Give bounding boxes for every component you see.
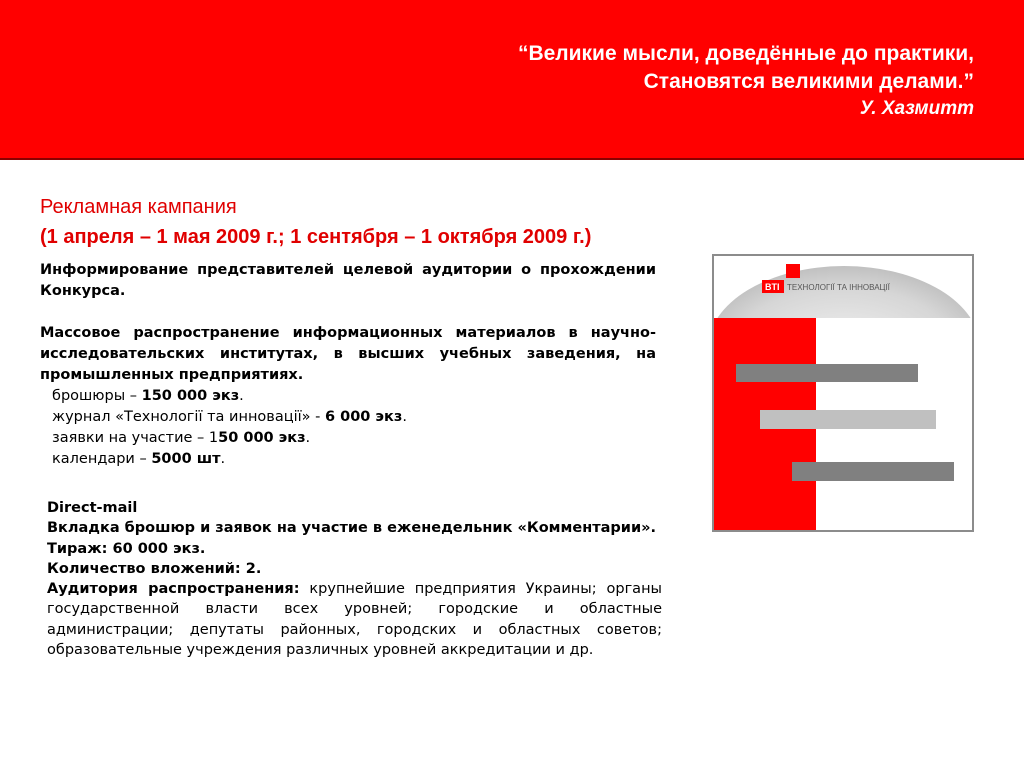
bar-3 (792, 462, 954, 481)
audience-text: крупнейшие предприятия Украины; органы государственной власти всех уровней; городские и областные администрации; депутаты районных, городских и областных советов; образовательные учреждения различных уровней аккредитации и др. (47, 581, 662, 659)
direct-mail-audience (47, 579, 662, 660)
info-block (40, 260, 656, 470)
direct-mail-insert: Вкладка брошюр и заявок на участие в еженедельник «Комментарии». (47, 520, 656, 537)
direct-mail-circulation: Тираж: 60 000 экз. (47, 540, 206, 557)
materials-list (40, 386, 656, 470)
quote-line-2: Становятся великими делами.” (643, 70, 974, 93)
title-dates: (1 апреля – 1 мая 2009 г.; 1 сентября – 1 октября 2009 г.) (40, 226, 592, 248)
quote (518, 40, 974, 122)
bar-1 (736, 364, 918, 382)
brochure-illustration (712, 254, 974, 532)
brochure-graphic (714, 256, 972, 530)
page-title (40, 192, 591, 252)
bar-2 (760, 410, 936, 429)
direct-mail-attachments: Количество вложений: 2. (47, 560, 262, 577)
info-paragraph-1: Информирование представителей целевой аудитории о прохождении Конкурса. (40, 262, 656, 299)
header-banner (0, 0, 1024, 160)
logo-square-icon (786, 264, 800, 278)
logo-mark: BTI (765, 282, 780, 292)
list-item: брошюры – 150 000 экз. (52, 388, 244, 404)
info-paragraph-2: Массовое распространение информационных материалов в научно-исследовательских институтах, в высших учебных заведения, на промышленных предприятиях. (40, 325, 656, 383)
list-item: журнал «Технології та инновації» - 6 000 экз. (52, 409, 407, 425)
direct-mail-title: Direct-mail (47, 500, 138, 516)
audience-label: Аудитория распространения: (47, 581, 300, 598)
list-item: заявки на участие – 150 000 экз. (52, 430, 311, 446)
direct-mail-block (47, 498, 662, 660)
logo-text: ТЕХНОЛОГІЇ ТА ІННОВАЦІЇ (787, 283, 890, 292)
quote-line-1: “Великие мысли, доведённые до практики, (517, 42, 974, 65)
list-item: календари – 5000 шт. (52, 451, 226, 467)
quote-author: У. Хазмитт (859, 98, 974, 119)
title-line-1: Рекламная кампания (40, 196, 237, 218)
